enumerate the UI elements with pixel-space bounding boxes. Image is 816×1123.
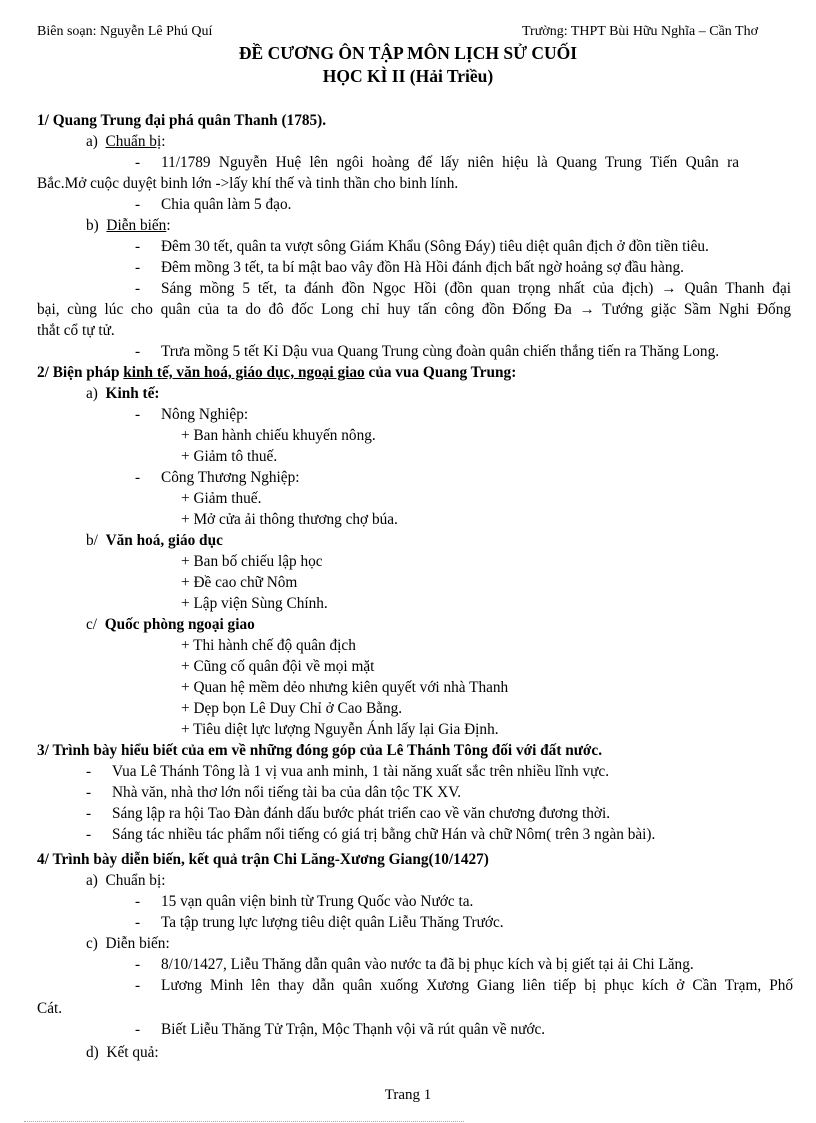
section4-heading: 4/ Trình bày diễn biến, kết quả trận Chi Lăng-Xương Giang(10/1427)	[37, 851, 489, 868]
s3-i4	[86, 826, 655, 844]
s1-a-colon: :	[161, 133, 166, 150]
s1-a-label: Chuẩn bị	[105, 133, 162, 150]
s4-c1	[135, 956, 694, 974]
list-dash: -	[135, 893, 141, 910]
s4-c-marker: c)	[86, 935, 98, 952]
s3-i2-text: Nhà văn, nhà thơ lớn nổi tiếng tài ba của dân tộc TK XV.	[112, 784, 462, 801]
s1-a2	[135, 196, 291, 214]
s4-d-item	[86, 1044, 159, 1062]
s4-c2-line2: Cát.	[37, 1000, 63, 1017]
list-dash: -	[86, 805, 92, 822]
section3-heading: 3/ Trình bày hiểu biết của em về những đóng góp của Lê Thánh Tông đối với đất nước.	[37, 742, 603, 759]
s2-c5: + Tiêu diệt lực lượng Nguyễn Ánh lấy lại Gia Định.	[181, 721, 499, 738]
section2-heading	[37, 364, 516, 382]
doc-title-line1: ĐỀ CƯƠNG ÔN TẬP MÔN LỊCH SỬ CUỐI	[238, 43, 578, 63]
s2-heading-post: của vua Quang Trung:	[364, 364, 517, 381]
s2-a2-1: + Giảm thuế.	[181, 490, 262, 507]
s2-heading-underlined: kinh tế, văn hoá, giáo dục, ngoại giao	[123, 364, 365, 381]
school-line: Trường: THPT Bùi Hữu Nghĩa – Cần Thơ	[522, 24, 758, 39]
s4-c3-text: Biết Liễu Thăng Tử Trận, Mộc Thạnh vội vã rút quân về nước.	[161, 1021, 546, 1038]
s2-heading-pre: 2/ Biện pháp	[37, 364, 124, 381]
s2-c4: + Dẹp bọn Lê Duy Chỉ ở Cao Bằng.	[181, 700, 403, 717]
list-dash: -	[135, 259, 141, 276]
s1-b-label: Diễn biến	[106, 217, 167, 234]
s2-a-label: Kinh tế:	[105, 385, 160, 402]
page-number: Trang 1	[384, 1087, 432, 1103]
s2-c-marker: c/	[86, 616, 98, 633]
s1-b-marker: b)	[86, 217, 99, 234]
s2-a1-text: Nông Nghiệp:	[161, 406, 249, 423]
s4-a2-text: Ta tập trung lực lượng tiêu diệt quân Liễu Thăng Trước.	[161, 914, 504, 931]
section1-heading: 1/ Quang Trung đại phá quân Thanh (1785).	[37, 112, 327, 129]
s2-b1: + Ban bố chiếu lập học	[181, 553, 323, 570]
s4-c-item	[86, 935, 170, 953]
s4-a-label: Chuẩn bị:	[105, 872, 166, 889]
s4-c3	[135, 1021, 545, 1039]
s4-a-item	[86, 872, 165, 890]
s4-a-marker: a)	[86, 872, 98, 889]
author-line: Biên soạn: Nguyễn Lê Phú Quí	[37, 24, 213, 39]
s1-b3-text: Sáng mồng 5 tết, ta đánh đồn Ngọc Hồi (đồn quan trọng nhất của địch) → Quân Thanh đại	[161, 280, 791, 297]
list-dash: -	[135, 343, 141, 360]
s2-a1	[135, 406, 248, 424]
s1-b4-text: Trưa mồng 5 tết Kỉ Dậu vua Quang Trung cùng đoàn quân chiến thắng tiến ra Thăng Long.	[161, 343, 720, 360]
s1-a1-text: 11/1789 Nguyễn Huệ lên ngôi hoàng đế lấy niên hiệu là Quang Trung Tiến Quân ra	[161, 154, 739, 171]
s2-b-item	[86, 532, 223, 550]
s4-a2	[135, 914, 504, 932]
s4-a1	[135, 893, 473, 911]
s3-i3-text: Sáng lập ra hội Tao Đàn đánh dấu bước phát triển cao về văn chương đương thời.	[112, 805, 611, 822]
s2-a-marker: a)	[86, 385, 98, 402]
s1-b4	[135, 343, 719, 361]
list-dash: -	[135, 406, 141, 423]
s1-a2-text: Chia quân làm 5 đạo.	[161, 196, 292, 213]
s4-c2-line1	[135, 977, 793, 995]
s1-a1-line1	[135, 154, 739, 172]
s1-b2-text: Đêm mồng 3 tết, ta bí mật bao vây đồn Hà Hồi đánh địch bất ngờ hoảng sợ đầu hàng.	[161, 259, 684, 276]
list-dash: -	[135, 977, 141, 994]
s3-i4-text: Sáng tác nhiều tác phẩm nổi tiếng có giá trị bằng chữ Hán và chữ Nôm( trên 3 ngàn bài).	[112, 826, 656, 843]
list-dash: -	[135, 914, 141, 931]
s1-b3-line2: bại, cùng lúc cho quân của ta do đô đốc Long chỉ huy tấn công đồn Đống Đa → Tướng giặc Sầm Nghi Đống	[37, 301, 791, 318]
s1-a1-line2: Bắc.Mở cuộc duyệt binh lớn ->lấy khí thế và tinh thần cho binh lính.	[37, 175, 459, 192]
list-dash: -	[135, 196, 141, 213]
list-dash: -	[135, 280, 141, 297]
s1-b3-line3: thắt cổ tự tử.	[37, 322, 115, 339]
list-dash: -	[86, 763, 92, 780]
s2-b-marker: b/	[86, 532, 98, 549]
s3-i1-text: Vua Lê Thánh Tông là 1 vị vua anh minh, 1 tài năng xuất sắc trên nhiều lĩnh vực.	[112, 763, 610, 780]
s1-b3-line1	[135, 280, 791, 298]
s2-b2: + Đề cao chữ Nôm	[181, 574, 298, 591]
s4-c2-text: Lương Minh lên thay dẫn quân xuống Xương Giang liên tiếp bị phục kích ở Cần Trạm, Phố	[161, 977, 793, 994]
list-dash: -	[135, 154, 141, 171]
s2-b3: + Lập viện Sùng Chính.	[181, 595, 328, 612]
list-dash: -	[135, 469, 141, 486]
s2-c-label: Quốc phòng ngoại giao	[104, 616, 255, 633]
s1-b1	[135, 238, 709, 256]
s2-b-label: Văn hoá, giáo dục	[105, 532, 223, 549]
s3-i1	[86, 763, 609, 781]
s2-c1: + Thi hành chế độ quân địch	[181, 637, 356, 654]
s3-i2	[86, 784, 461, 802]
list-dash: -	[135, 956, 141, 973]
s3-i3	[86, 805, 610, 823]
s1-a-marker: a)	[86, 133, 98, 150]
page-bottom-divider	[24, 1121, 464, 1122]
s2-a-item	[86, 385, 160, 403]
s1-b2	[135, 259, 684, 277]
list-dash: -	[86, 826, 92, 843]
s1-b1-text: Đêm 30 tết, quân ta vượt sông Giám Khẩu (Sông Đáy) tiêu diệt quân địch ở đồn tiền tiêu.	[161, 238, 709, 255]
list-dash: -	[135, 1021, 141, 1038]
s1-a-item	[86, 133, 165, 151]
s4-a1-text: 15 vạn quân viện binh từ Trung Quốc vào Nước ta.	[161, 893, 474, 910]
list-dash: -	[86, 784, 92, 801]
list-dash: -	[135, 238, 141, 255]
s4-c-label: Diễn biến:	[105, 935, 170, 952]
s2-a2	[135, 469, 299, 487]
s4-c1-text: 8/10/1427, Liễu Thăng dẫn quân vào nước ta đã bị phục kích và bị giết tại ải Chi Lăng.	[161, 956, 694, 973]
s2-a2-2: + Mở cửa ải thông thương chợ búa.	[181, 511, 398, 528]
s1-b-colon: :	[166, 217, 171, 234]
s2-c-item	[86, 616, 255, 634]
s1-b-item	[86, 217, 171, 235]
s2-c3: + Quan hệ mềm dẻo nhưng kiên quyết với nhà Thanh	[181, 679, 509, 696]
s4-d-label: Kết quả:	[106, 1044, 159, 1061]
s2-c2: + Cũng cố quân đội về mọi mặt	[181, 658, 375, 675]
s4-d-marker: d)	[86, 1044, 99, 1061]
s2-a1-1: + Ban hành chiếu khuyến nông.	[181, 427, 376, 444]
doc-title-line2: HỌC KÌ II (Hải Triều)	[322, 66, 494, 86]
s2-a1-2: + Giảm tô thuế.	[181, 448, 278, 465]
s2-a2-text: Công Thương Nghiệp:	[161, 469, 300, 486]
